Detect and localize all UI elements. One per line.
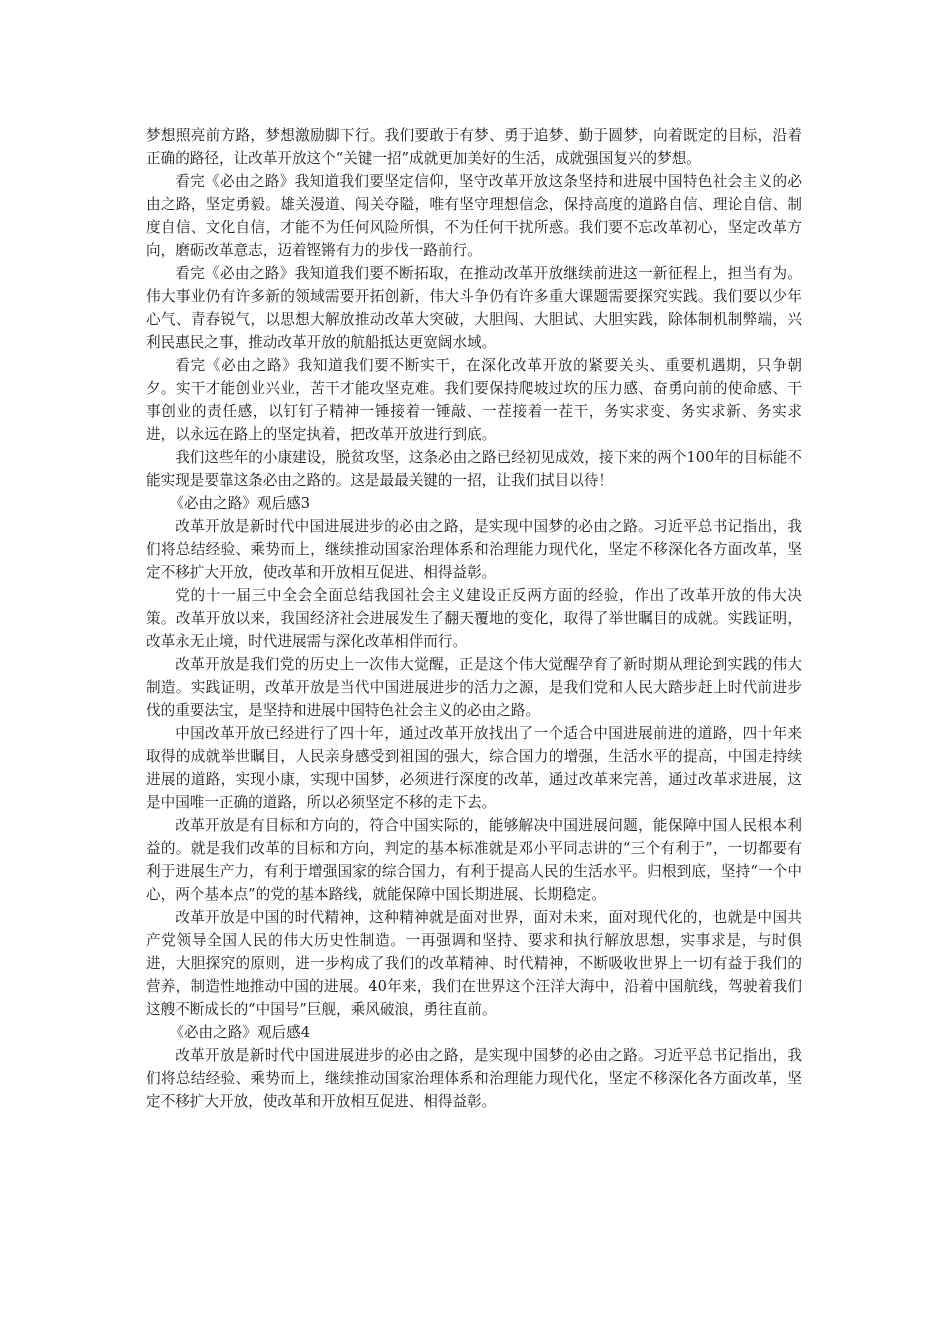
paragraph-10: 改革开放是有目标和方向的，符合中国实际的，能够解决中国进展问题，能保障中国人民根本利益的。就是我们改革的目标和方向，判定的基本标准就是邓小平同志讲的“三个有利于”，一切都要有利于进展生产力，有利于增强国家的综合国力，有利于提高人民的生活水平。归根到底，坚持“一个中心，两个基本点”的党的基本路线，就能保障中国长期进展、长期稳定。 — [146, 817, 802, 903]
paragraph-3: 看完《必由之路》我知道我们要不断实干，在深化改革开放的紧要关头、重要机遇期，只争朝夕。实干才能创业兴业，苦干才能攻坚克难。我们要保持爬坡过坎的压力感、奋勇向前的使命感、干事创业的责任感，以钉钉子精神一锤接着一锤敲、一茬接着一茬干，务实求变、务实求新、务实求进，以永远在路上的坚定执着，把改革开放进行到底。 — [146, 357, 802, 443]
paragraph-8: 改革开放是我们党的历史上一次伟大觉醒，正是这个伟大觉醒孕育了新时期从理论到实践的伟大制造。实践证明，改革开放是当代中国进展进步的活力之源，是我们党和人民大踏步赶上时代前进步伐的重要法宝，是坚持和进展中国特色社会主义的必由之路。 — [146, 656, 802, 719]
paragraph-9: 中国改革开放已经进行了四十年，通过改革开放找出了一个适合中国进展前进的道路，四十年来取得的成就举世瞩目，人民亲身感受到祖国的强大，综合国力的增强，生活水平的提高，中国走持续进展的道路，实现小康，实现中国梦，必须进行深度的改革，通过改革来完善，通过改革求进展，这是中国唯一正确的道路，所以必须坚定不移的走下去。 — [146, 725, 802, 811]
paragraph-13: 改革开放是新时代中国进展进步的必由之路，是实现中国梦的必由之路。习近平总书记指出，我们将总结经验、乘势而上，继续推动国家治理体系和治理能力现代化，坚定不移深化各方面改革，坚定不移扩大开放，使改革和开放相互促进、相得益彰。 — [146, 1047, 802, 1110]
paragraph-2: 看完《必由之路》我知道我们要不断拓取，在推动改革开放继续前进这一新征程上，担当有为。伟大事业仍有许多新的领域需要开拓创新，伟大斗争仍有许多重大课题需要探究实践。我们要以少年心气、青春锐气，以思想大解放推动改革大突破，大胆闯、大胆试、大胆实践，除体制机制弊端，兴利民惠民之事，推动改革开放的航船抵达更宽阔水域。 — [146, 265, 802, 351]
section-heading-4: 《必由之路》观后感4 — [169, 1024, 310, 1041]
paragraph-11: 改革开放是中国的时代精神，这种精神就是面对世界，面对未来，面对现代化的，也就是中国共产党领导全国人民的伟大历史性制造。一再强调和坚持、要求和执行解放思想，实事求是，与时俱进，大胆探究的原则，进一步构成了我们的改革精神、时代精神，不断吸收世界上一切有益于我们的营养，制造性地推动中国的进展。40年来，我们在世界这个汪洋大海中，沿着中国航线，驾驶着我们这艘不断成长的“中国号”巨舰，乘风破浪，勇往直前。 — [146, 909, 802, 1018]
paragraph-7: 党的十一届三中全会全面总结我国社会主义建设正反两方面的经验，作出了改革开放的伟大决策。改革开放以来，我国经济社会进展发生了翻天覆地的变化，取得了举世瞩目的成就。实践证明，改革永无止境，时代进展需与深化改革相伴而行。 — [146, 587, 802, 650]
paragraph-0: 梦想照亮前方路，梦想激励脚下行。我们要敢于有梦、勇于追梦、勤于圆梦，向着既定的目标，沿着正确的路径，让改革开放这个“关键一招”成就更加美好的生活，成就强国复兴的梦想。 — [146, 127, 802, 167]
document-body — [146, 124, 802, 1113]
section-heading-3: 《必由之路》观后感3 — [169, 495, 310, 512]
paragraph-6: 改革开放是新时代中国进展进步的必由之路，是实现中国梦的必由之路。习近平总书记指出，我们将总结经验、乘势而上，继续推动国家治理体系和治理能力现代化，坚定不移深化各方面改革，坚定不移扩大开放，使改革和开放相互促进、相得益彰。 — [146, 518, 802, 581]
paragraph-1: 看完《必由之路》我知道我们要坚定信仰，坚守改革开放这条坚持和进展中国特色社会主义的必由之路，坚定勇毅。雄关漫道、闯关夺隘，唯有坚守理想信念，保持高度的道路自信、理论自信、制度自信、文化自信，才能不为任何风险所惧，不为任何干扰所惑。我们要不忘改革初心，坚定改革方向，磨砺改革意志，迈着铿锵有力的步伐一路前行。 — [146, 173, 802, 259]
paragraph-4: 我们这些年的小康建设，脱贫攻坚，这条必由之路已经初见成效，接下来的两个100年的目标能不能实现是要靠这条必由之路的。这是最最关键的一招，让我们拭目以待！ — [146, 449, 802, 489]
